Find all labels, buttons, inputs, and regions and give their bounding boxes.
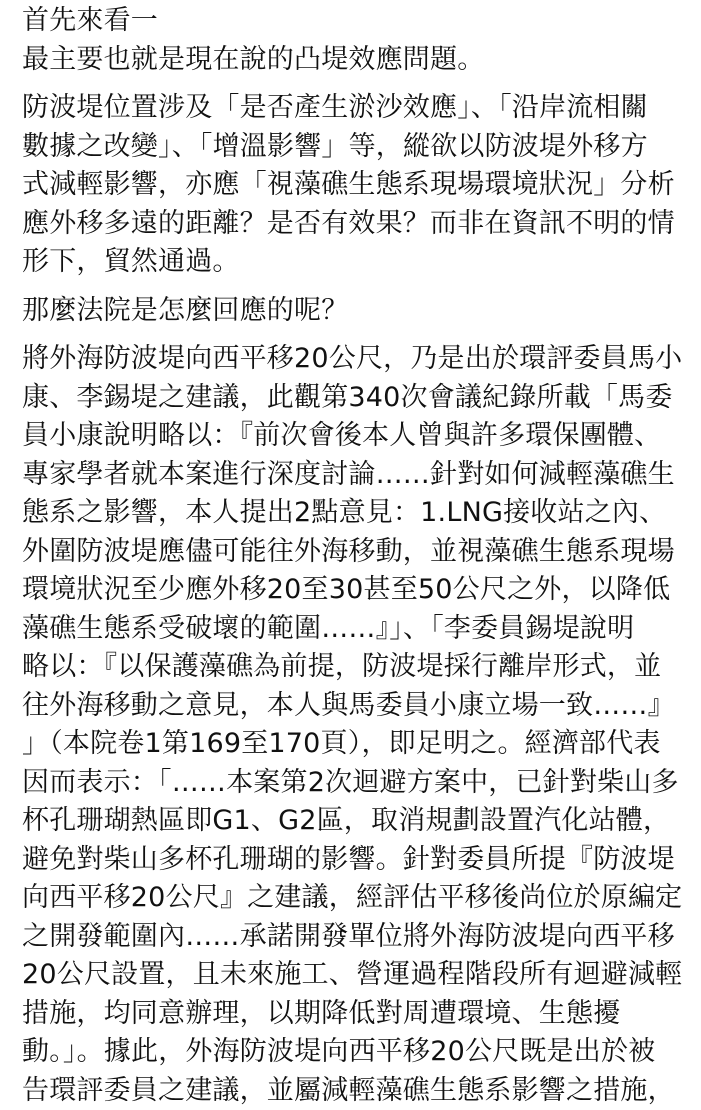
text-line: 避免對柴山多杯孔珊瑚的影響。針對委員所提『防波堤 (22, 841, 683, 880)
text-line: 形下，貿然通過。 (22, 243, 683, 282)
text-line: 動。」。據此，外海防波堤向西平移20公尺既是出於被 (22, 1033, 683, 1072)
court-response-paragraph (22, 340, 683, 1110)
text-line: 向西平移20公尺』之建議，經評估平移後尚位於原編定 (22, 879, 683, 918)
text-line: 略以：『以保護藻礁為前提，防波堤採行離岸形式，並 (22, 648, 683, 687)
text-line: 之開發範圍內……承諾開發單位將外海防波堤向西平移 (22, 918, 683, 957)
text-line: 往外海移動之意見，本人與馬委員小康立場一致……』 (22, 687, 683, 726)
paragraph-gap (22, 282, 683, 292)
text-line: 首先來看一 (22, 2, 683, 41)
paragraph-gap (22, 79, 683, 89)
text-line: 最主要也就是現在說的凸堤效應問題。 (22, 41, 683, 80)
text-line: 專家學者就本案進行深度討論……針對如何減輕藻礁生 (22, 456, 683, 495)
text-line: 20公尺設置，且未來施工、營運過程階段所有迴避減輕 (22, 956, 683, 995)
text-line: 態系之影響，本人提出2點意見：1.LNG接收站之內、 (22, 494, 683, 533)
text-line: 式減輕影響，亦應「視藻礁生態系現場環境狀況」分析 (22, 166, 683, 205)
text-line: 」（本院卷1第169至170頁），即足明之。經濟部代表 (22, 725, 683, 764)
paragraph-gap (22, 330, 683, 340)
text-line: 藻礁生態系受破壞的範圍……』」、「李委員錫堤說明 (22, 610, 683, 649)
text-line: 因而表示：「……本案第2次迴避方案中，已針對柴山多 (22, 764, 683, 803)
text-line: 那麼法院是怎麼回應的呢？ (22, 292, 683, 331)
text-line: 杯孔珊瑚熱區即G1、G2區，取消規劃設置汽化站體， (22, 802, 683, 841)
text-line: 防波堤位置涉及「是否產生淤沙效應」、「沿岸流相關 (22, 89, 683, 128)
text-line: 環境狀況至少應外移20至30甚至50公尺之外，以降低 (22, 571, 683, 610)
text-line: 措施，均同意辦理，以期降低對周遭環境、生態擾 (22, 995, 683, 1034)
text-line: 外圍防波堤應儘可能往外海移動，並視藻礁生態系現場 (22, 533, 683, 572)
intro-paragraph (22, 2, 683, 79)
text-line: 告環評委員之建議，並屬減輕藻礁生態系影響之措施， (22, 1072, 683, 1110)
text-line: 應外移多遠的距離？是否有效果？而非在資訊不明的情 (22, 205, 683, 244)
question-paragraph (22, 292, 683, 331)
text-line: 將外海防波堤向西平移20公尺，乃是出於環評委員馬小 (22, 340, 683, 379)
text-line: 員小康說明略以：『前次會後本人曾與許多環保團體、 (22, 417, 683, 456)
text-line: 數據之改變」、「增溫影響」等，縱欲以防波堤外移方 (22, 128, 683, 167)
breakwater-issue-paragraph (22, 89, 683, 282)
text-line: 康、李錫堤之建議，此觀第340次會議紀錄所載「馬委 (22, 379, 683, 418)
